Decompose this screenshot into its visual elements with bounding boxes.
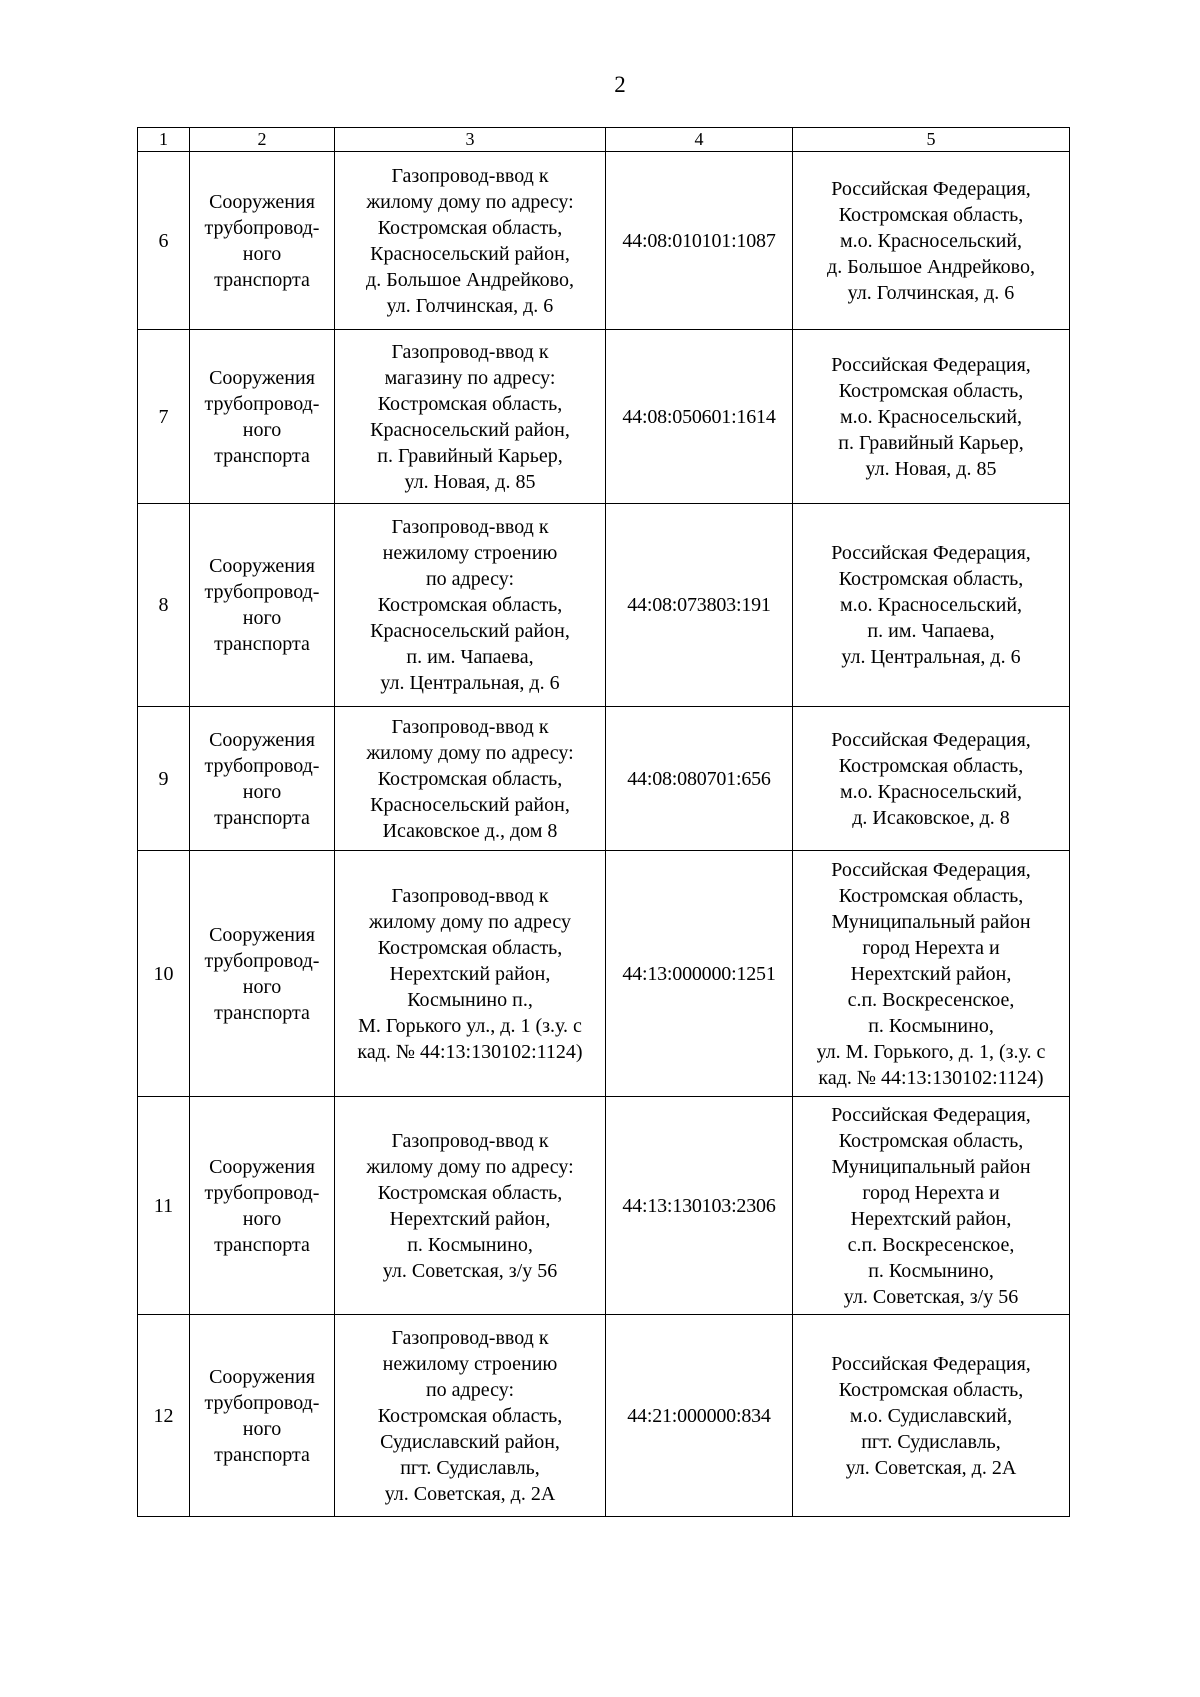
cell-line: Сооружения <box>209 190 315 213</box>
row-number-cell: 10 <box>138 851 190 1097</box>
cell-line: нежилому строению <box>382 542 558 564</box>
cell-line: Нерехтский район, <box>850 1207 1012 1230</box>
registry-table <box>137 127 1070 1517</box>
cadastral-number-cell: 44:13:000000:1251 <box>606 851 793 1097</box>
cell-line: Российская Федерация, <box>831 353 1031 376</box>
address-cell <box>793 504 1070 707</box>
address-cell <box>793 330 1070 504</box>
table-row <box>138 152 1070 330</box>
cell-line: м.о. Красносельский, <box>839 405 1023 428</box>
cell-line: кад. № 44:13:130102:1124) <box>357 1040 583 1063</box>
cell-line: Костромская область, <box>838 568 1024 590</box>
cell-line: Российская Федерация, <box>831 858 1031 881</box>
cell-line: д. Большое Андрейково, <box>366 268 574 291</box>
cell-line: Муниципальный район <box>831 1155 1031 1178</box>
object-name-cell <box>335 1315 606 1517</box>
address-cell <box>793 152 1070 330</box>
cell-line: Красносельский район, <box>370 793 570 816</box>
cell-line: город Нерехта и <box>862 936 1000 959</box>
cell-line: транспорта <box>214 1001 310 1024</box>
cell-line: Российская Федерация, <box>831 1103 1031 1126</box>
cell-line: Сооружения <box>209 1155 315 1178</box>
cell-line: Газопровод-ввод к <box>391 164 549 187</box>
cell-line: кад. № 44:13:130102:1124) <box>818 1066 1044 1089</box>
cell-line: Сооружения <box>209 1365 315 1388</box>
cell-line: м.о. Красносельский, <box>839 594 1023 616</box>
cell-line: Газопровод-ввод к <box>391 884 549 907</box>
cadastral-number-cell: 44:08:010101:1087 <box>606 152 793 330</box>
cell-line: Красносельский район, <box>370 620 570 642</box>
object-type-cell <box>190 1097 335 1315</box>
cell-line: п. Космынино, <box>868 1259 994 1282</box>
cell-line: м.о. Красносельский, <box>839 780 1023 803</box>
cell-line: трубопровод- <box>204 216 320 239</box>
cell-line: ул. Новая, д. 85 <box>404 470 536 493</box>
cell-line: Муниципальный район <box>831 910 1031 933</box>
cell-line: Костромская область, <box>377 392 563 415</box>
column-number-cell: 5 <box>793 128 1070 152</box>
cell-line: Сооружения <box>209 923 315 946</box>
object-type-cell <box>190 707 335 851</box>
cell-line: Костромская область, <box>377 767 563 790</box>
cell-line: Газопровод-ввод к <box>391 1326 549 1349</box>
cell-line: нежилому строению <box>382 1352 558 1375</box>
cell-line: ного <box>242 780 282 803</box>
cell-line: жилому дому по адресу: <box>366 1155 574 1178</box>
cell-line: жилому дому по адресу <box>369 910 571 933</box>
cell-line: Нерехтский район, <box>850 962 1012 985</box>
row-number-cell: 11 <box>138 1097 190 1315</box>
cell-line: магазину по адресу: <box>384 366 556 389</box>
cell-line: п. Гравийный Карьер, <box>377 444 563 467</box>
column-number-cell: 3 <box>335 128 606 152</box>
object-type-cell <box>190 330 335 504</box>
address-cell <box>793 707 1070 851</box>
cell-line: Красносельский район, <box>370 418 570 441</box>
cell-line: м.о. Судиславский, <box>849 1404 1013 1427</box>
row-number-cell: 8 <box>138 504 190 707</box>
table-row <box>138 1315 1070 1517</box>
cell-line: Газопровод-ввод к <box>391 715 549 738</box>
cell-line: Сооружения <box>209 366 315 389</box>
page-number: 2 <box>614 72 626 97</box>
cell-line: ул. Советская, д. 2А <box>384 1482 556 1505</box>
cell-line: транспорта <box>214 1233 310 1256</box>
address-cell <box>793 1097 1070 1315</box>
table-row <box>138 504 1070 707</box>
object-name-cell <box>335 504 606 707</box>
cell-line: д. Большое Андрейково, <box>827 255 1035 278</box>
cell-line: Газопровод-ввод к <box>391 516 549 538</box>
table-row <box>138 1097 1070 1315</box>
column-number-cell: 2 <box>190 128 335 152</box>
object-type-cell <box>190 152 335 330</box>
cell-line: ул. М. Горького, д. 1, (з.у. с <box>816 1040 1046 1063</box>
cell-line: м.о. Красносельский, <box>839 229 1023 252</box>
cell-line: Костромская область, <box>377 1404 563 1427</box>
cell-line: Сооружения <box>209 555 315 577</box>
cell-line: Красносельский район, <box>370 242 570 265</box>
cell-line: трубопровод- <box>204 1181 320 1204</box>
cell-line: ул. Голчинская, д. 6 <box>386 294 554 317</box>
address-cell <box>793 1315 1070 1517</box>
cell-line: М. Горького ул., д. 1 (з.у. с <box>358 1014 582 1037</box>
cell-line: Костромская область, <box>838 1378 1024 1401</box>
cell-line: трубопровод- <box>204 949 320 972</box>
cell-line: трубопровод- <box>204 581 320 603</box>
cell-line: Российская Федерация, <box>831 542 1031 564</box>
cell-line: п. им. Чапаева, <box>867 620 995 642</box>
cell-line: ного <box>242 418 282 441</box>
cell-line: п. Гравийный Карьер, <box>838 431 1024 454</box>
cell-line: Сооружения <box>209 728 315 751</box>
cell-line: пгт. Судиславль, <box>400 1456 540 1479</box>
cell-line: транспорта <box>214 444 310 467</box>
cell-line: ул. Советская, д. 2А <box>845 1456 1017 1479</box>
cell-line: Газопровод-ввод к <box>391 340 549 363</box>
cadastral-number-cell: 44:08:080701:656 <box>606 707 793 851</box>
cell-line: Космынино п., <box>407 988 533 1011</box>
cell-line: Костромская область, <box>377 594 563 616</box>
cell-line: Костромская область, <box>377 936 563 959</box>
column-number-row <box>138 128 1070 152</box>
cell-line: ул. Новая, д. 85 <box>865 457 997 480</box>
cell-line: Российская Федерация, <box>831 1352 1031 1375</box>
cell-line: Исаковское д., дом 8 <box>382 819 558 842</box>
cell-line: жилому дому по адресу: <box>366 190 574 213</box>
cell-line: транспорта <box>214 806 310 829</box>
cell-line: Костромская область, <box>838 884 1024 907</box>
address-cell <box>793 851 1070 1097</box>
object-name-cell <box>335 851 606 1097</box>
row-number-cell: 9 <box>138 707 190 851</box>
column-number-cell: 1 <box>138 128 190 152</box>
cell-line: ул. Советская, з/у 56 <box>382 1259 558 1282</box>
cell-line: транспорта <box>214 633 310 655</box>
cell-line: д. Исаковское, д. 8 <box>852 806 1010 829</box>
cell-line: ного <box>242 975 282 998</box>
object-name-cell <box>335 707 606 851</box>
cell-line: Нерехтский район, <box>389 962 551 985</box>
object-name-cell <box>335 1097 606 1315</box>
cell-line: Костромская область, <box>838 379 1024 402</box>
row-number-cell: 7 <box>138 330 190 504</box>
cell-line: п. им. Чапаева, <box>406 646 534 668</box>
cell-line: Российская Федерация, <box>831 177 1031 200</box>
cell-line: Российская Федерация, <box>831 728 1031 751</box>
cadastral-number-cell: 44:08:073803:191 <box>606 504 793 707</box>
cadastral-number-cell: 44:21:000000:834 <box>606 1315 793 1517</box>
cell-line: Костромская область, <box>838 754 1024 777</box>
cadastral-number-cell: 44:08:050601:1614 <box>606 330 793 504</box>
cell-line: Нерехтский район, <box>389 1207 551 1230</box>
cell-line: ного <box>242 1207 282 1230</box>
cell-line: транспорта <box>214 1443 310 1466</box>
cell-line: ул. Центральная, д. 6 <box>380 672 560 694</box>
cell-line: с.п. Воскресенское, <box>847 1233 1015 1256</box>
cell-line: пгт. Судиславль, <box>861 1430 1001 1453</box>
cell-line: ул. Центральная, д. 6 <box>841 646 1021 668</box>
object-type-cell <box>190 1315 335 1517</box>
cadastral-number-cell: 44:13:130103:2306 <box>606 1097 793 1315</box>
column-number-cell: 4 <box>606 128 793 152</box>
cell-line: Костромская область, <box>838 203 1024 226</box>
cell-line: жилому дому по адресу: <box>366 741 574 764</box>
cell-line: Судиславский район, <box>380 1430 560 1453</box>
cell-line: трубопровод- <box>204 754 320 777</box>
cell-line: ного <box>242 1417 282 1440</box>
row-number-cell: 6 <box>138 152 190 330</box>
object-type-cell <box>190 851 335 1097</box>
cell-line: по адресу: <box>425 568 515 590</box>
cell-line: п. Космынино, <box>407 1233 533 1256</box>
cell-line: Костромская область, <box>377 1181 563 1204</box>
object-type-cell <box>190 504 335 707</box>
object-name-cell <box>335 152 606 330</box>
row-number-cell: 12 <box>138 1315 190 1517</box>
cell-line: по адресу: <box>425 1378 515 1401</box>
cell-line: город Нерехта и <box>862 1181 1000 1204</box>
cell-line: ул. Советская, з/у 56 <box>843 1285 1019 1308</box>
cell-line: ного <box>242 607 282 629</box>
table-row <box>138 707 1070 851</box>
cell-line: п. Космынино, <box>868 1014 994 1037</box>
cell-line: ул. Голчинская, д. 6 <box>847 281 1015 304</box>
cell-line: Костромская область, <box>377 216 563 239</box>
cell-line: транспорта <box>214 268 310 291</box>
cell-line: ного <box>242 242 282 265</box>
object-name-cell <box>335 330 606 504</box>
cell-line: с.п. Воскресенское, <box>847 988 1015 1011</box>
cell-line: Газопровод-ввод к <box>391 1129 549 1152</box>
table-row <box>138 851 1070 1097</box>
cell-line: Костромская область, <box>838 1129 1024 1152</box>
cell-line: трубопровод- <box>204 392 320 415</box>
registry-table-body <box>138 128 1070 1517</box>
cell-line: трубопровод- <box>204 1391 320 1414</box>
table-row <box>138 330 1070 504</box>
